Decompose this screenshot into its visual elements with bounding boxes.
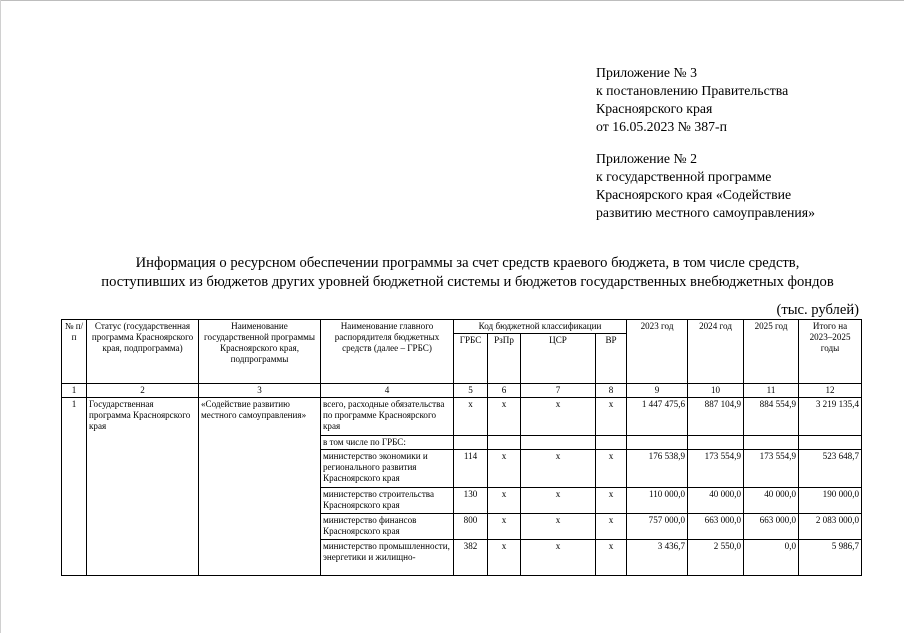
appendix-3-line: Красноярского края xyxy=(596,101,713,116)
column-number: 10 xyxy=(688,384,744,398)
header-status: Статус (государственная программа Красноярского края, подпрограмма) xyxy=(87,320,199,384)
grbs-code-cell: 800 xyxy=(454,514,488,540)
amount-total-cell: 190 000,0 xyxy=(799,488,862,514)
appendix-3-line: к постановлению Правительства xyxy=(596,83,789,98)
document-title xyxy=(60,254,875,292)
header-2025: 2025 год xyxy=(744,320,799,384)
header-2023: 2023 год xyxy=(627,320,688,384)
header-program-name: Наименование государственной программы Красноярского края, подпрограммы xyxy=(199,320,321,384)
amount-2024-cell: 2 550,0 xyxy=(688,540,744,576)
appendix-3-line: от 16.05.2023 № 387-п xyxy=(596,119,728,134)
grbs-name-cell: в том числе по ГРБС: xyxy=(321,436,454,450)
amount-2025-cell: 0,0 xyxy=(744,540,799,576)
grbs-code-cell: 382 xyxy=(454,540,488,576)
document-title-line-2: поступивших из бюджетов других уровней бюджетной системы и бюджетов государственных внебюджетных фондов xyxy=(101,274,834,290)
amount-2024-cell: 887 104,9 xyxy=(688,398,744,436)
amount-total-cell: 2 083 000,0 xyxy=(799,514,862,540)
column-number: 7 xyxy=(521,384,596,398)
appendix-2-block xyxy=(596,150,815,222)
amount-2024-cell: 663 000,0 xyxy=(688,514,744,540)
resource-table xyxy=(61,319,862,576)
vr-cell: х xyxy=(596,540,627,576)
table-header-row xyxy=(62,320,862,334)
amount-2024-cell xyxy=(688,436,744,450)
column-number: 11 xyxy=(744,384,799,398)
header-total: Итого на 2023–2025 годы xyxy=(799,320,862,384)
amount-2025-cell: 40 000,0 xyxy=(744,488,799,514)
grbs-name-cell: министерство промышленности, энергетики и жилищно- xyxy=(321,540,454,576)
vr-cell: х xyxy=(596,450,627,488)
vr-cell: х xyxy=(596,488,627,514)
amount-2023-cell: 757 000,0 xyxy=(627,514,688,540)
header-csr: ЦСР xyxy=(521,334,596,384)
amount-2023-cell: 1 447 475,6 xyxy=(627,398,688,436)
amount-2025-cell: 884 554,9 xyxy=(744,398,799,436)
csr-cell: х xyxy=(521,398,596,436)
vr-cell: х xyxy=(596,514,627,540)
header-no: № п/п xyxy=(62,320,87,384)
vr-cell: х xyxy=(596,398,627,436)
grbs-name-cell: министерство финансов Красноярского края xyxy=(321,514,454,540)
rzpr-cell xyxy=(488,436,521,450)
table-row xyxy=(62,398,862,436)
amount-2024-cell: 40 000,0 xyxy=(688,488,744,514)
grbs-name-cell: министерство строительства Красноярского края xyxy=(321,488,454,514)
column-number: 2 xyxy=(87,384,199,398)
appendix-2-line: к государственной программе xyxy=(596,169,772,184)
document-title-line-1: Информация о ресурсном обеспечении программы за счет средств краевого бюджета, в том числе средств, xyxy=(135,255,800,271)
row-program-name: «Содействие развитию местного самоуправления» xyxy=(199,398,321,576)
rzpr-cell: х xyxy=(488,488,521,514)
amount-2023-cell: 176 538,9 xyxy=(627,450,688,488)
header-code-group: Код бюджетной классификации xyxy=(454,320,627,334)
column-number: 3 xyxy=(199,384,321,398)
column-number: 9 xyxy=(627,384,688,398)
column-number: 1 xyxy=(62,384,87,398)
csr-cell: х xyxy=(521,450,596,488)
rzpr-cell: х xyxy=(488,398,521,436)
rzpr-cell: х xyxy=(488,450,521,488)
appendix-3-block xyxy=(596,64,788,136)
grbs-name-cell: министерство экономики и регионального развития Красноярского края xyxy=(321,450,454,488)
amount-total-cell: 523 648,7 xyxy=(799,450,862,488)
appendix-2-line: Красноярского края «Содействие xyxy=(596,187,792,202)
header-grbs-name: Наименование главного распорядителя бюджетных средств (далее – ГРБС) xyxy=(321,320,454,384)
appendix-3-line: Приложение № 3 xyxy=(596,65,698,80)
amount-2025-cell: 173 554,9 xyxy=(744,450,799,488)
amount-2023-cell: 3 436,7 xyxy=(627,540,688,576)
amount-2023-cell xyxy=(627,436,688,450)
csr-cell: х xyxy=(521,514,596,540)
page-edge-top xyxy=(0,0,904,1)
column-number: 8 xyxy=(596,384,627,398)
row-status: Государственная программа Красноярского края xyxy=(87,398,199,576)
column-number-row xyxy=(62,384,862,398)
amount-2023-cell: 110 000,0 xyxy=(627,488,688,514)
grbs-code-cell: 114 xyxy=(454,450,488,488)
column-number: 4 xyxy=(321,384,454,398)
header-grbs: ГРБС xyxy=(454,334,488,384)
csr-cell xyxy=(521,436,596,450)
vr-cell xyxy=(596,436,627,450)
amount-2024-cell: 173 554,9 xyxy=(688,450,744,488)
csr-cell: х xyxy=(521,488,596,514)
rzpr-cell: х xyxy=(488,514,521,540)
column-number: 6 xyxy=(488,384,521,398)
amount-2025-cell: 663 000,0 xyxy=(744,514,799,540)
appendix-2-line: развитию местного самоуправления» xyxy=(596,205,816,220)
column-number: 5 xyxy=(454,384,488,398)
units-label: (тыс. рублей) xyxy=(776,302,859,318)
grbs-code-cell: 130 xyxy=(454,488,488,514)
row-number: 1 xyxy=(62,398,87,576)
amount-total-cell xyxy=(799,436,862,450)
page-edge-left xyxy=(0,0,1,633)
header-vr: ВР xyxy=(596,334,627,384)
csr-cell: х xyxy=(521,540,596,576)
grbs-code-cell: х xyxy=(454,398,488,436)
rzpr-cell: х xyxy=(488,540,521,576)
header-rzpr: РзПр xyxy=(488,334,521,384)
amount-2025-cell xyxy=(744,436,799,450)
header-2024: 2024 год xyxy=(688,320,744,384)
amount-total-cell: 3 219 135,4 xyxy=(799,398,862,436)
column-number: 12 xyxy=(799,384,862,398)
grbs-name-cell: всего, расходные обязательства по программе Красноярского края xyxy=(321,398,454,436)
amount-total-cell: 5 986,7 xyxy=(799,540,862,576)
grbs-code-cell xyxy=(454,436,488,450)
appendix-2-line: Приложение № 2 xyxy=(596,151,698,166)
